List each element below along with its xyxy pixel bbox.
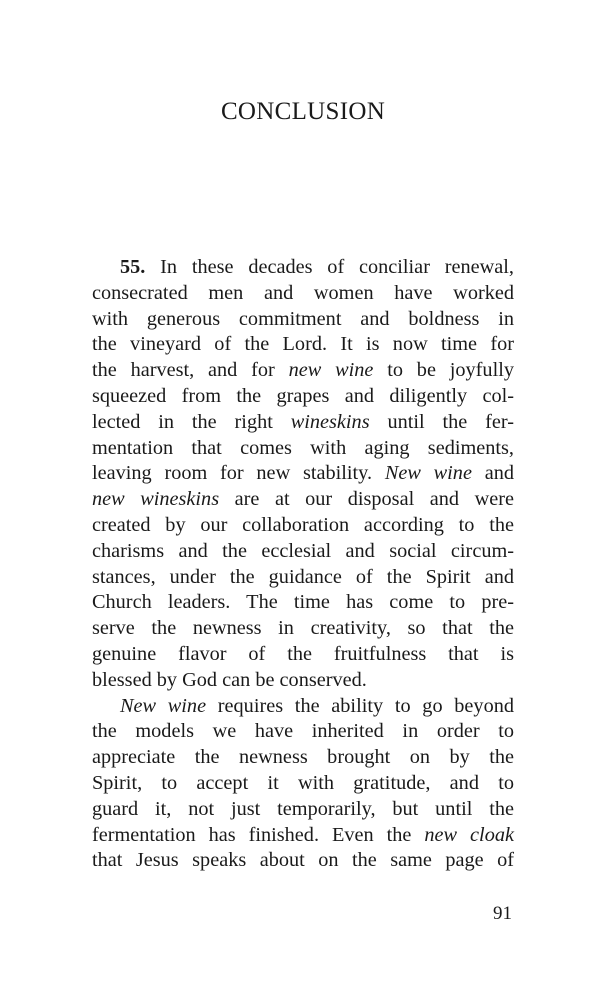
text-segment: are at our disposal and were — [219, 488, 514, 511]
italic-text: new cloak — [424, 823, 514, 846]
italic-text: wineskins — [290, 410, 370, 433]
text-segment: fermentation has finished. Even the — [92, 823, 425, 846]
text-line — [92, 848, 514, 874]
italic-text: new wineskins — [92, 488, 220, 511]
text-line — [92, 255, 514, 281]
text-segment: In these decades of conciliar renewal, — [145, 256, 514, 278]
text-line — [92, 565, 514, 591]
text-line — [92, 487, 514, 513]
text-segment: genuine flavor of the fruitfulness that is — [92, 642, 514, 665]
text-segment: and — [471, 462, 514, 485]
text-segment: consecrated men and women have worked — [92, 281, 514, 304]
page-number: 91 — [493, 903, 512, 924]
body-text — [92, 255, 514, 874]
text-segment: Church leaders. The time has come to pre- — [92, 591, 514, 614]
text-segment: blessed by God can be conserved. — [92, 668, 367, 691]
text-line — [92, 745, 514, 771]
text-segment: stances, under the guidance of the Spirit and — [92, 565, 514, 588]
text-segment: Spirit, to accept it with gratitude, and to — [92, 771, 514, 794]
text-line — [92, 823, 514, 849]
text-line — [92, 694, 514, 720]
text-line — [92, 539, 514, 565]
text-line — [92, 358, 514, 384]
text-line — [92, 797, 514, 823]
text-segment: the vineyard of the Lord. It is now time for — [92, 333, 514, 356]
text-segment: squeezed from the grapes and diligently col- — [92, 384, 514, 407]
text-segment: requires the ability to go beyond — [206, 694, 514, 717]
italic-text: New wine — [384, 462, 472, 485]
text-segment: serve the newness in creativity, so that the — [92, 617, 514, 640]
text-segment: the harvest, and for — [92, 359, 289, 382]
text-line — [92, 307, 514, 333]
text-segment: with generous commitment and boldness in — [92, 307, 514, 330]
text-line — [92, 616, 514, 642]
text-segment: lected in the right — [92, 410, 291, 433]
text-segment: charisms and the ecclesial and social circum- — [92, 539, 514, 562]
text-line — [92, 332, 514, 358]
text-segment: guard it, not just temporarily, but until the — [92, 797, 514, 820]
text-segment: that Jesus speaks about on the same page of — [92, 849, 514, 872]
chapter-title: CONCLUSION — [220, 98, 386, 125]
text-line — [92, 590, 514, 616]
text-segment: leaving room for new stability. — [92, 462, 385, 485]
text-segment: created by our collaboration according to the — [92, 513, 514, 536]
text-line — [92, 771, 514, 797]
paragraph-number: 55. — [120, 256, 146, 278]
text-line — [92, 668, 514, 694]
text-segment: mentation that comes with aging sediments, — [92, 436, 514, 459]
text-line — [92, 642, 514, 668]
text-line — [92, 719, 514, 745]
text-segment: to be joyfully — [373, 359, 514, 382]
text-line — [92, 436, 514, 462]
text-segment: appreciate the newness brought on by the — [92, 746, 514, 769]
text-segment: the models we have inherited in order to — [92, 720, 514, 743]
italic-text: new wine — [288, 359, 374, 382]
text-line — [92, 461, 514, 487]
text-line — [92, 281, 514, 307]
text-line — [92, 384, 514, 410]
text-line — [92, 513, 514, 539]
text-line — [92, 410, 514, 436]
text-segment: until the fer- — [369, 410, 514, 433]
italic-text: New wine — [120, 694, 207, 717]
